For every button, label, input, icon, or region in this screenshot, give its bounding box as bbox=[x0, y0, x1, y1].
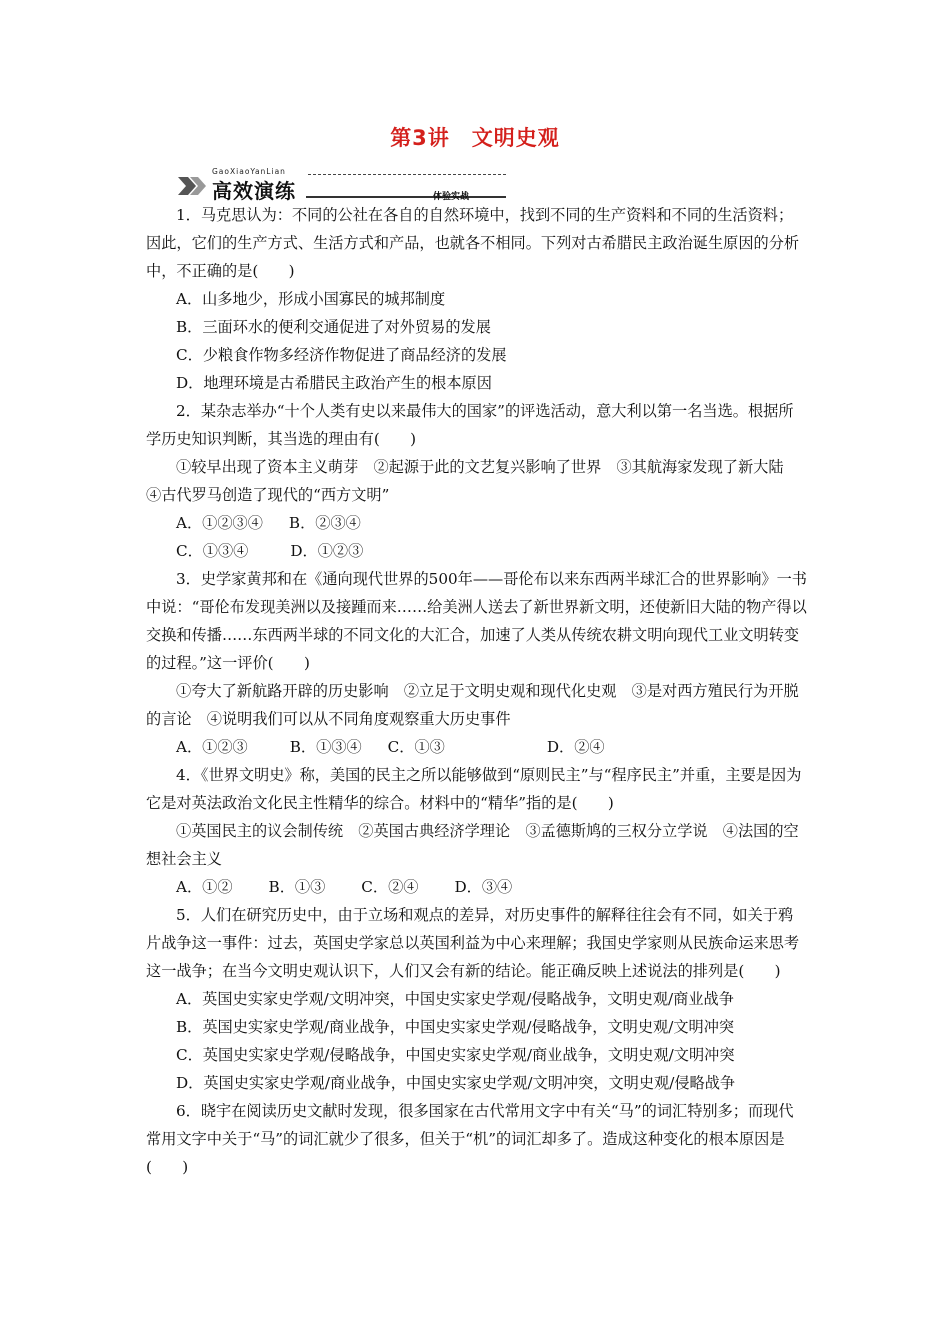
question-3-items: ①夸大了新航路开辟的历史影响 ②立足于文明史观和现代化史观 ③是对西方殖民行为开脱的言论 ④说明我们可以从不同角度观察重大历史事件 bbox=[146, 682, 799, 728]
banner-tag: 体验实战 bbox=[433, 192, 470, 202]
question-1-option-d: D．地理环境是古希腊民主政治产生的根本原因 bbox=[176, 374, 492, 392]
double-chevron-icon bbox=[176, 175, 210, 197]
question-4-options-row bbox=[146, 873, 808, 901]
question-2-option-c: C．①③④ bbox=[176, 542, 249, 560]
question-5-option-d: D．英国史实家史学观/商业战争，中国史实家史学观/文明冲突，文明史观/侵略战争 bbox=[176, 1074, 736, 1092]
question-list bbox=[146, 201, 808, 1181]
question-3-options-row bbox=[146, 733, 808, 761]
banner-heading: 高效演练 bbox=[212, 179, 296, 203]
question-6-stem: 6．晓宇在阅读历史文献时发现，很多国家在古代常用文字中有关“马”的词汇特别多；而现代常用文字中关于“马”的词汇就少了很多，但关于“机”的词汇却多了。造成这种变化的根本原因是( ) bbox=[146, 1102, 794, 1176]
banner-dashed-rule bbox=[308, 174, 506, 175]
question-3-stem: 3．史学家黄邦和在《通向现代世界的500年——哥伦布以来东西两半球汇合的世界影响》一书中说：“哥伦布发现美洲以及接踵而来……给美洲人送去了新世界新文明，还使新旧大陆的物产得以交换和传播……东西两半球的不同文化的大汇合，加速了人类从传统农耕文明向现代工业文明转变的过程。”这一评价( ) bbox=[146, 570, 807, 672]
question-1-option-c: C．少粮食作物多经济作物促进了商品经济的发展 bbox=[176, 346, 507, 364]
question-5-option-b: B．英国史实家史学观/商业战争，中国史实家史学观/侵略战争，文明史观/文明冲突 bbox=[176, 1018, 735, 1036]
question-4-option-d: D．③④ bbox=[454, 878, 513, 896]
question-1-option-a: A．山多地少，形成小国寡民的城邦制度 bbox=[176, 290, 446, 308]
question-5-option-c: C．英国史实家史学观/侵略战争，中国史实家史学观/商业战争，文明史观/文明冲突 bbox=[176, 1046, 735, 1064]
question-2-stem: 2．某杂志举办“十个人类有史以来最伟大的国家”的评选活动，意大利以第一名当选。根据所学历史知识判断，其当选的理由有( ) bbox=[146, 402, 794, 448]
question-2-options-row-2 bbox=[146, 537, 808, 565]
question-4-option-a: A．①② bbox=[176, 878, 233, 896]
question-3-option-d: D．②④ bbox=[546, 738, 605, 756]
question-3-option-c: C．①③ bbox=[387, 738, 445, 756]
page-title: 第3讲 文明史观 bbox=[390, 126, 560, 150]
question-4-option-b: B．①③ bbox=[268, 878, 326, 896]
question-1-stem: 1．马克思认为：不同的公社在各自的自然环境中，找到不同的生产资料和不同的生活资料；因此，它们的生产方式、生活方式和产品，也就各不相同。下列对古希腊民主政治诞生原因的分析中，不正确的是( ) bbox=[146, 206, 800, 280]
question-2-items: ①较早出现了资本主义萌芽 ②起源于此的文艺复兴影响了世界 ③其航海家发现了新大陆 ④古代罗马创造了现代的“西方文明” bbox=[146, 458, 799, 504]
banner-pinyin: GaoXiaoYanLian bbox=[212, 167, 286, 176]
question-2-option-d: D．①②③ bbox=[290, 542, 364, 560]
question-4-option-c: C．②④ bbox=[361, 878, 419, 896]
question-5-option-a: A．英国史实家史学观/文明冲突，中国史实家史学观/侵略战争，文明史观/商业战争 bbox=[176, 990, 734, 1008]
question-4-items: ①英国民主的议会制传统 ②英国古典经济学理论 ③孟德斯鸠的三权分立学说 ④法国的空想社会主义 bbox=[146, 822, 799, 868]
question-1-option-b: B．三面环水的便利交通促进了对外贸易的发展 bbox=[176, 318, 491, 336]
question-3-option-b: B．①③④ bbox=[289, 738, 362, 756]
banner-rule bbox=[306, 196, 506, 198]
question-5-stem: 5．人们在研究历史中，由于立场和观点的差异，对历史事件的解释往往会有不同，如关于鸦片战争这一事件：过去，英国史学家总以英国利益为中心来理解；我国史学家则从民族命运来思考这一战争；在当今文明史观认识下，人们又会有新的结论。能正确反映上述说法的排列是( ) bbox=[146, 906, 800, 980]
question-2-options-row-1 bbox=[146, 509, 808, 537]
question-2-option-b: B．②③④ bbox=[288, 514, 361, 532]
question-2-option-a: A．①②③④ bbox=[176, 514, 263, 532]
section-banner bbox=[176, 165, 516, 201]
question-4-stem: 4．《世界文明史》称，美国的民主之所以能够做到“原则民主”与“程序民主”并重，主要是因为它是对英法政治文化民主性精华的综合。材料中的“精华”指的是( ) bbox=[146, 766, 802, 812]
question-3-option-a: A．①②③ bbox=[176, 738, 248, 756]
